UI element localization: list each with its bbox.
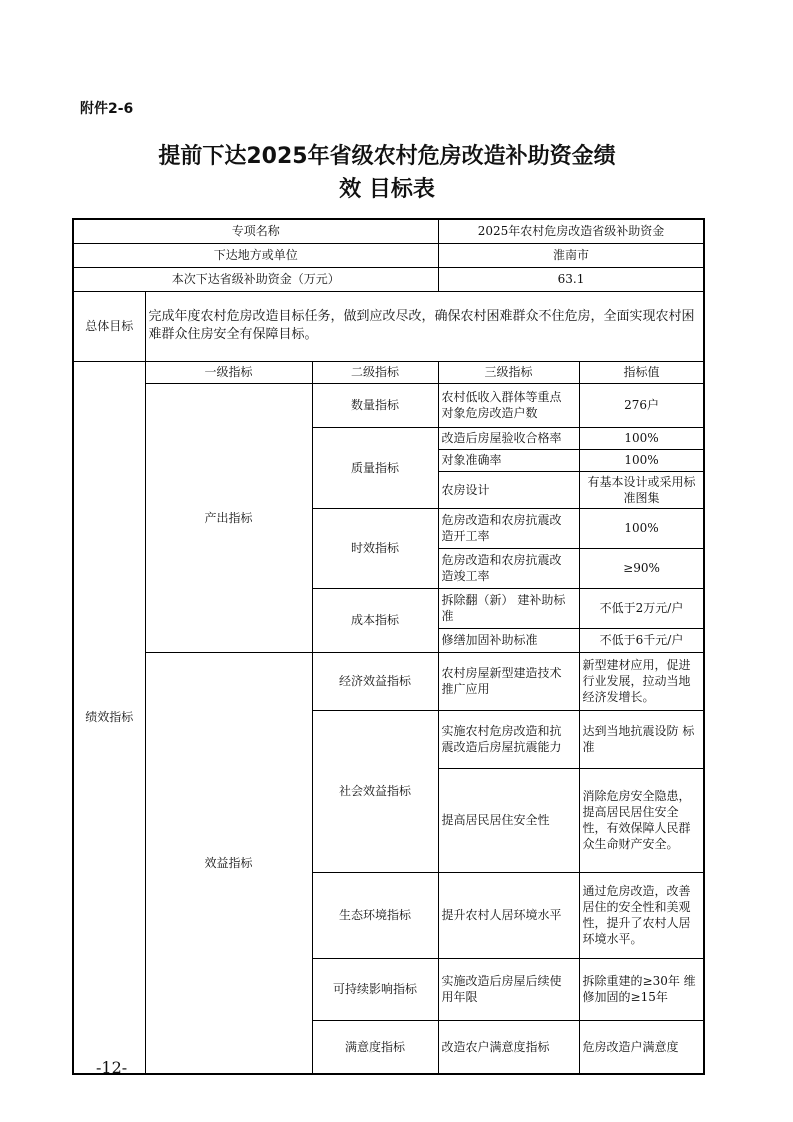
funds-value: 63.1 [438,267,704,291]
indicator-value: 100% [579,449,704,471]
col-level2-header: 二级指标 [312,361,438,383]
social-indicator-label: 社会效益指标 [312,710,438,872]
funds-label: 本次下达省级补助资金（万元） [73,267,438,291]
project-value: 2025年农村危房改造省级补助资金 [438,219,704,243]
cost-indicator-label: 成本指标 [312,588,438,652]
indicator-value: 有基本设计或采用标 准图集 [579,471,704,508]
ecology-indicator-label: 生态环境指标 [312,872,438,958]
indicator-name: 危房改造和农房抗震改 造开工率 [438,508,579,548]
perf-indicator-label: 绩效指标 [73,361,145,1074]
col-level1-header: 一级指标 [145,361,312,383]
overall-goal-label: 总体目标 [73,291,145,361]
col-value-header: 指标值 [579,361,704,383]
indicator-name: 拆除翻（新） 建补助标准 [438,588,579,628]
project-label: 专项名称 [73,219,438,243]
indicator-name: 农村低收入群体等重点 对象危房改造户数 [438,383,579,427]
indicator-value: 不低于6千元/户 [579,628,704,652]
table-row [73,383,704,427]
performance-table [72,218,705,1075]
indicator-value: 达到当地抗震设防 标 准 [579,710,704,768]
sustain-indicator-label: 可持续影响指标 [312,958,438,1020]
row-region [73,243,704,267]
quality-indicator-label: 质量指标 [312,427,438,508]
indicator-value: 新型建材应用，促进行业发展，拉动当地经济发增长。 [579,652,704,710]
col-level3-header: 三级指标 [438,361,579,383]
indicator-name: 修缮加固补助标准 [438,628,579,652]
indicator-value: ≥90% [579,548,704,588]
timeliness-indicator-label: 时效指标 [312,508,438,588]
title-line-2: 效 目标表 [339,177,435,202]
satisfaction-level2-label: 改造农户满意度指标 [438,1020,579,1074]
economic-indicator-label: 经济效益指标 [312,652,438,710]
page-title [72,140,702,206]
indicator-name: 实施改造后房屋后续使 用年限 [438,958,579,1020]
table-row [73,652,704,710]
region-value: 淮南市 [438,243,704,267]
indicator-value: 100% [579,508,704,548]
indicator-name: 危房改造和农房抗震改 造竣工率 [438,548,579,588]
indicator-value: 消除危房安全隐患，提高居民居住安全 性，有效保障人民群 众生命财产安全。 [579,768,704,872]
indicator-name: 农村房屋新型建造技术 推广应用 [438,652,579,710]
indicator-name: 农房设计 [438,471,579,508]
indicator-name: 提升农村人居环境水平 [438,872,579,958]
region-label: 下达地方或单位 [73,243,438,267]
output-indicator-label: 产出指标 [145,383,312,652]
indicator-name: 提高居民居住安全性 [438,768,579,872]
indicator-name: 对象准确率 [438,449,579,471]
indicator-value: 276户 [579,383,704,427]
page-number: -12- [96,1058,128,1077]
overall-goal-text: 完成年度农村危房改造目标任务，做到应改尽改，确保农村困难群众不住危房，全面实现农村困难群众住房安全有保障目标。 [145,291,704,361]
row-project [73,219,704,243]
row-funds [73,267,704,291]
indicator-value: 拆除重建的≥30年 维修加固的≥15年 [579,958,704,1020]
indicator-name: 危房改造户满意度 [579,1020,704,1074]
row-column-headers [73,361,704,383]
indicator-value: 不低于2万元/户 [579,588,704,628]
benefit-indicator-label: 效益指标 [145,652,312,1074]
indicator-name: 实施农村危房改造和抗 震改造后房屋抗震能力 [438,710,579,768]
indicator-value: 通过危房改造，改善居住的安全性和美观 性，提升了农村人居 环境水平。 [579,872,704,958]
row-overall-goal [73,291,704,361]
indicator-name: 改造后房屋验收合格率 [438,427,579,449]
satisfaction-indicator-label: 满意度指标 [312,1020,438,1074]
indicator-value: 100% [579,427,704,449]
attachment-label: 附件2-6 [80,101,134,117]
title-line-1: 提前下达2025年省级农村危房改造补助资金绩 [158,144,616,169]
quantity-indicator-label: 数量指标 [312,383,438,427]
